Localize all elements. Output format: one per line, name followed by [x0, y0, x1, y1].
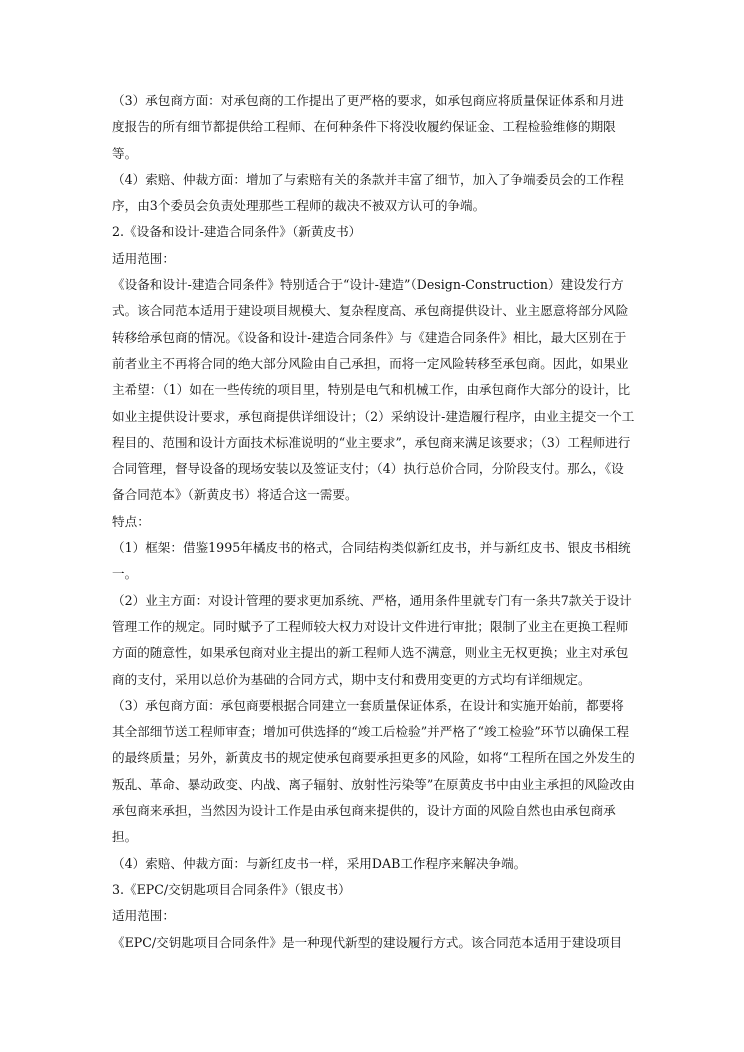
paragraph-contractor-1: （3）承包商方面：对承包商的工作提出了更严格的要求，如承包商应将质量保证体系和月进度报告的所有细节都提供给工程师、在何种条件下将没收履约保证金、工程检验维修的期限等。: [112, 93, 624, 161]
paragraph-scope-silver-book: 《EPC/交钥匙项目合同条件》是一种现代新型的建设履行方式。该合同范本适用于建设项目: [112, 934, 623, 950]
paragraph-claims-2: （4）索赔、仲裁方面：与新红皮书一样，采用DAB工作程序来解决争端。: [112, 855, 527, 871]
label-features: 特点：: [112, 513, 150, 529]
paragraph-framework: （1）框架：借鉴1995年橘皮书的格式，合同结构类似新红皮书，并与新红皮书、银皮书相统一。: [112, 540, 631, 582]
paragraph-contractor-2: （3）承包商方面：承包商要根据合同建立一套质量保证体系，在设计和实施开始前，都要将其全部细节送工程师审查；增加可供选择的“竣工后检验”并严格了“竣工检验”环节以确保工程的最终质量；另外，新黄皮书的规定使承包商要承担更多的风险，如将“工程所在国之外发生的叛乱、革命、暴动政变、内战、离子辐射、放射性污染等”在原黄皮书中由业主承担的风险改由承包商来承担，当然因为设计工作是由承包商来提供的，设计方面的风险自然也由承包商承担。: [112, 697, 635, 845]
label-scope-1: 适用范围：: [112, 250, 175, 266]
section-heading-yellow-book: 2.《设备和设计-建造合同条件》（新黄皮书）: [112, 224, 362, 240]
label-scope-2: 适用范围：: [112, 908, 175, 924]
paragraph-employer: （2）业主方面：对设计管理的要求更加系统、严格，通用条件里就专门有一条共7款关于设计管理工作的规定。同时赋予了工程师较大权力对设计文件进行审批；限制了业主在更换工程师方面的随意性，如果承包商对业主提出的新工程师人选不满意，则业主无权更换；业主对承包商的支付，采用以总价为基础的合同方式，期中支付和费用变更的方式均有详细规定。: [112, 592, 632, 687]
section-heading-silver-book: 3.《EPC/交钥匙项目合同条件》（银皮书）: [112, 881, 351, 897]
paragraph-claims-1: （4）索赔、仲裁方面：增加了与索赔有关的条款并丰富了细节，加入了争端委员会的工作程序，由3个委员会负责处理那些工程师的裁决不被双方认可的争端。: [112, 171, 624, 214]
paragraph-scope-yellow-book: 《设备和设计-建造合同条件》特别适合于“设计-建造”（Design-Construction）建设发行方式。该合同范本适用于建设项目规模大、复杂程度高、承包商提供设计、业主愿意将部分风险转移给承包商的情况。《设备和设计-建造合同条件》与《建造合同条件》相比，最大区别在于前者业主不再将合同的绝大部分风险由自己承担，而将一定风险转移至承包商。因此，如果业主希望：（1）如在一些传统的项目里，特别是电气和机械工作，由承包商作大部分的设计，比如业主提供设计要求，承包商提供详细设计；（2）采纳设计-建造履行程序，由业主提交一个工程目的、范围和设计方面技术标准说明的“业主要求”，承包商来满足该要求；（3）工程师进行合同管理，督导设备的现场安装以及签证支付；（4）执行总价合同，分阶段支付。那么，《设备合同范本》（新黄皮书）将适合这一需要。: [112, 277, 635, 503]
